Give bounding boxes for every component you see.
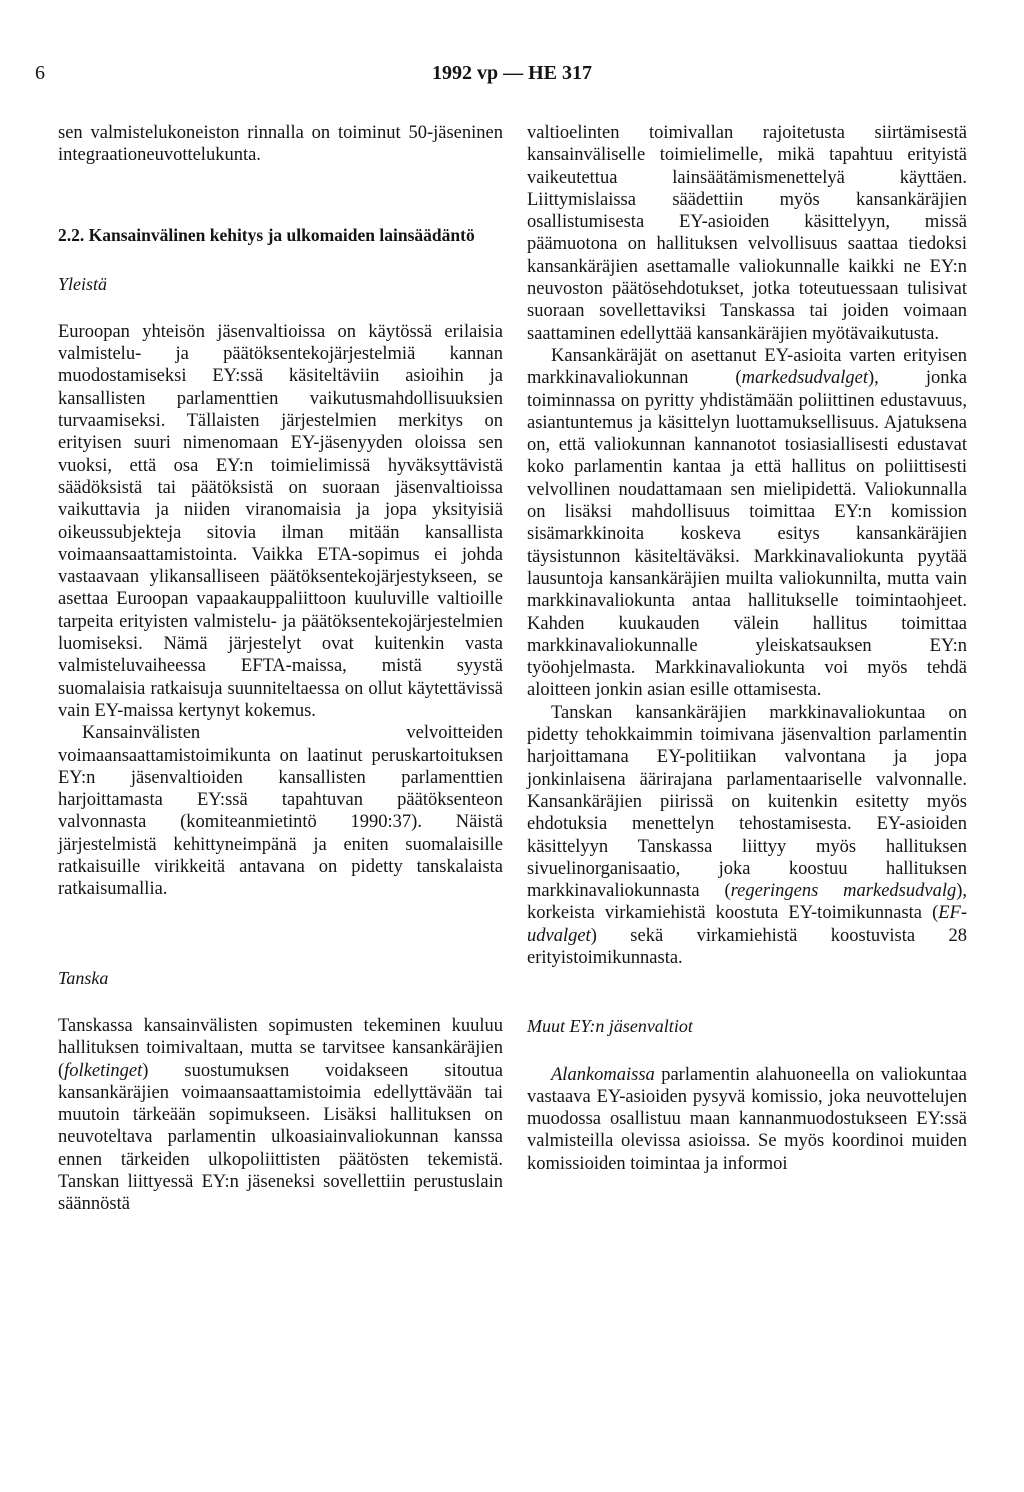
paragraph xyxy=(527,1064,967,1175)
italic-term: Alankomaissa xyxy=(551,1064,655,1085)
intro-paragraph: sen valmistelukoneiston rinnalla on toiminut 50-jäseninen integraationeuvottelukunta. xyxy=(58,123,503,166)
section-heading xyxy=(58,224,503,246)
subheading-yleista: Yleistä xyxy=(58,273,108,294)
paragraph: valtioelinten toimivallan rajoitetusta siirtämisestä kansainväliselle toimielimelle, mikä tapahtuu erityistä vaikeutettua lainsäätämismenettelyä käyttäen. Liittymislaissa säädettiin myös kansankäräjien osallistumisesta EY-asioiden käsittelyyn, missä päämuotona on hallituksen velvollisuus saattaa tiedoksi kansankäräjien asettamalle valiokunnalle kaikki ne EY:n neuvoston päätösehdotukset, jotka toteutuessaan tulisivat suoraan sovellettaviksi Tanskassa tai joiden voimaan saattaminen edellyttää kansankäräjien myötävaikutusta. xyxy=(527,123,967,344)
italic-term: EF-udvalget xyxy=(527,903,967,946)
italic-term: folketinget xyxy=(64,1060,143,1081)
text-run: ), jonka toiminnassa on pyritty yhdistämään poliittinen edustavuus, asiantuntemus ja käsittelyn luottamuksellisuus. Ajatuksena on, että valiokunnan kannanotot tosiasiallisesti edustavat koko parlamentin kantaa ja että hallitus on poliittisesti velvollinen noudattamaan sen mielipidettä. Valiokunnalla on lisäksi mahdollisuus toimittaa EY:n komission sisämarkkinoita koskeva esitys kansankäräjien täysistunnon käsiteltäväksi. Markkinavaliokunta pyytää lausuntoja kansankäräjien muilta valiokunnilta, mutta vain markkinavaliokunta antaa hallitukselle toimintaohjeet. Kahden kuukauden välein hallitus toimittaa markkinavaliokunnalle yleiskatsauksen EY:n työohjelmasta. Markkinavaliokunta voi myös tehdä aloitteen jonkin asian esille ottamisesta. xyxy=(527,368,967,701)
page-number: 6 xyxy=(35,62,45,84)
section-number: 2.2. xyxy=(58,224,85,245)
text-run: ) sekä virkamiehistä koostuvista 28 erityistoimikunnasta. xyxy=(527,925,967,968)
text-run: parlamentin alahuoneella on valiokuntaa vastaava EY-asioiden pysyvä komissio, joka neuvottelujen muodossa osallistuu maan kannanmuodostukseen EY:ssä valmisteilla olevissa asioissa. Se myös koordinoi muiden komissioiden toimintaa ja informoi xyxy=(527,1064,967,1174)
right-column xyxy=(527,122,967,1175)
paragraph xyxy=(527,345,967,702)
paragraph: Euroopan yhteisön jäsenvaltioissa on käytössä erilaisia valmistelu- ja päätöksentekojärjestelmiä kannan muodostamiseksi EY:ssä käsiteltäviin asioihin ja kansallisten parlamenttien vaikutusmahdollisuuksien turvaamiseksi. Tällaisten järjestelmien merkitys on erityisen suuri nimenomaan EY-jäsenyyden oloissa sen vuoksi, että osa EY:n toimielimissä hyväksyttävistä säädöksistä tai päätöksistä on suoraan jäsenvaltioissa vaikuttavia ja niiden viranomaisia ja jopa yksityisiä oikeussubjekteja sitovia ilman mitään kansallista voimaansaattamistointa. Vaikka ETA-sopimus ei johda vastaavaan ylikansalliseen päätöksentekojärjestykseen, se asettaa Euroopan vapaakauppaliittoon kuuluville valtioille tarpeita erityisten valmistelu- ja päätöksentekojärjestelmien luomiseksi. Nämä järjestelyt ovat kuitenkin vasta valmisteluvaiheessa EFTA-maissa, mistä syystä suomalaisia ratkaisuja suunniteltaessa on ollut käytettävissä vain EY-maissa kertynyt kokemus. xyxy=(58,321,503,721)
paragraph xyxy=(527,702,967,970)
subheading-tanska: Tanska xyxy=(58,967,109,988)
paragraph: Kansainvälisten velvoitteiden voimaansaattamistoimikunta on laatinut peruskartoituksen EY:n jäsenvaltioiden kansallisten parlamenttien harjoittamasta EY:ssä tapahtuvan päätöksenteon valvonnasta (komiteanmietintö 1990:37). Näistä järjestelmistä kehittyneimpänä ja eniten suomalaisille ratkaisuille virikkeitä antavana on pidetty tanskalaista ratkaisumallia. xyxy=(58,723,503,900)
section-title: Kansainvälinen kehitys ja ulkomaiden lainsäädäntö xyxy=(88,224,475,245)
subheading-muut: Muut EY:n jäsenvaltiot xyxy=(527,1016,693,1037)
left-column xyxy=(58,122,503,1216)
text-run: Tanskan kansankäräjien markkinavaliokuntaa on pidetty tehokkaimmin toimivana jäsenvaltion parlamentin harjoittamana EY-politiikan valvontana ja jopa jonkinlaisena äärirajana parlamentaariselle valvonnalle. Kansankäräjien piirissä on kuitenkin esitetty myös ehdotuksia menettelyn tehostamisesta. EY-asioiden käsittelyyn Tanskassa liittyy myös hallituksen sivuelinorganisaatio, joka koostuu hallituksen markkinavaliokunnasta ( xyxy=(527,702,967,902)
italic-term: markedsudvalget xyxy=(741,368,868,389)
paragraph xyxy=(58,1015,503,1216)
italic-term: regeringens markedsudvalg xyxy=(730,881,957,902)
text-run: Tanskassa kansainvälisten sopimusten tekeminen kuuluu hallituksen toimivaltaan, mutta se tarvitsee kansankäräjien ( xyxy=(58,1015,503,1081)
text-run: ), korkeista virkamiehistä koostuta EY-toimikunnasta ( xyxy=(527,881,968,924)
text-run: Kansankäräjät on asettanut EY-asioita varten erityisen markkinavaliokunnan ( xyxy=(527,345,967,389)
running-head: 1992 vp — HE 317 xyxy=(431,62,593,84)
text-run: ) suostumuksen voidakseen sitoutua kansankäräjien voimaansaattamistoimia edellyttävään tai muutoin tärkeään sopimukseen. Lisäksi hallituksen on neuvoteltava parlamentin ulkoasiainvaliokunnan kanssa ennen tärkeiden ulkopoliittisten päätösten tekemistä. Tanskan liittyessä EY:n jäseneksi sovellettiin perustuslain säännöstä xyxy=(58,1060,503,1215)
